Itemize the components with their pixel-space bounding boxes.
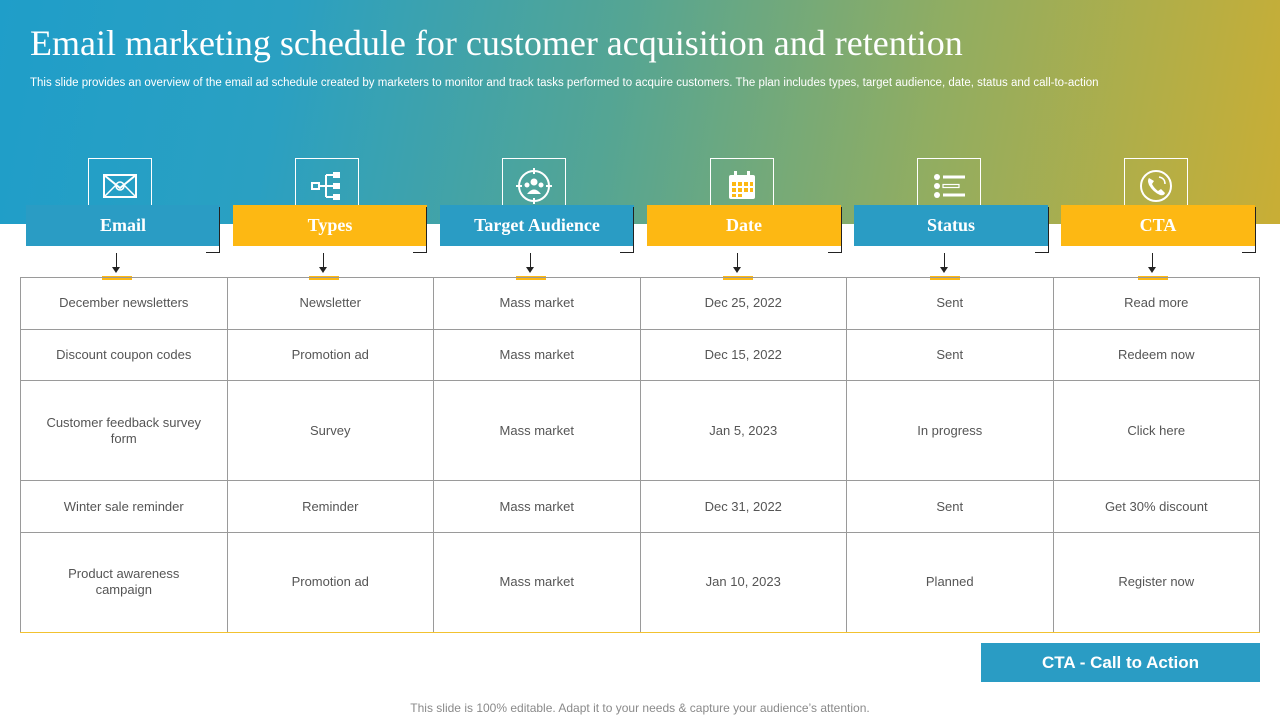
table-row (21, 278, 1260, 330)
table-cell: Survey (227, 381, 434, 481)
column-header-status: Status (854, 205, 1048, 246)
table-cell: Register now (1053, 532, 1260, 632)
table-cell: Promotion ad (227, 329, 434, 381)
table-cell: Product awareness campaign (21, 532, 228, 632)
column-header-target-audience: Target Audience (440, 205, 634, 246)
table-cell: Customer feedback survey form (21, 381, 228, 481)
checklist-icon (929, 166, 969, 206)
table-cell: Get 30% discount (1053, 481, 1260, 533)
table-cell: Reminder (227, 481, 434, 533)
envelope-icon (100, 166, 140, 206)
calendar-icon (722, 166, 762, 206)
table-cell: December newsletters (21, 278, 228, 330)
header-bracket (1242, 207, 1256, 253)
table-cell: Redeem now (1053, 329, 1260, 381)
table-cell: In progress (847, 381, 1054, 481)
table-row (21, 381, 1260, 481)
table-cell: Dec 25, 2022 (640, 278, 847, 330)
column-header-cta: CTA (1061, 205, 1255, 246)
column-header-types: Types (233, 205, 427, 246)
table-cell: Mass market (434, 532, 641, 632)
table-cell: Dec 15, 2022 (640, 329, 847, 381)
arrow-down-icon (944, 253, 945, 269)
table-row (21, 532, 1260, 632)
table-cell: Mass market (434, 381, 641, 481)
header-bracket (828, 207, 842, 253)
audience-target-icon (514, 166, 554, 206)
page-title: Email marketing schedule for customer acquisition and retention (30, 23, 963, 63)
header-bracket (1035, 207, 1049, 253)
table-cell: Mass market (434, 278, 641, 330)
table-cell: Planned (847, 532, 1054, 632)
header-bracket (206, 207, 220, 253)
table-cell: Newsletter (227, 278, 434, 330)
email-schedule-table (20, 277, 1260, 633)
table-cell: Sent (847, 481, 1054, 533)
phone-icon (1136, 166, 1176, 206)
header-bracket (620, 207, 634, 253)
table-cell: Jan 5, 2023 (640, 381, 847, 481)
header-bracket (413, 207, 427, 253)
table-cell: Sent (847, 329, 1054, 381)
column-header-email: Email (26, 205, 220, 246)
table-row (21, 481, 1260, 533)
page-subtitle: This slide provides an overview of the email ad schedule created by marketers to monitor and track tasks performed to acquire customers. The plan includes types, target audience, date, status and call-to-action (30, 77, 1099, 89)
arrow-down-icon (737, 253, 738, 269)
arrow-down-icon (1152, 253, 1153, 269)
table-cell: Mass market (434, 329, 641, 381)
table-cell: Discount coupon codes (21, 329, 228, 381)
table-cell: Sent (847, 278, 1054, 330)
arrow-down-icon (530, 253, 531, 269)
table-cell: Winter sale reminder (21, 481, 228, 533)
table-cell: Promotion ad (227, 532, 434, 632)
arrow-down-icon (323, 253, 324, 269)
arrow-down-icon (116, 253, 117, 269)
column-header-date: Date (647, 205, 841, 246)
table-cell: Read more (1053, 278, 1260, 330)
table-cell: Dec 31, 2022 (640, 481, 847, 533)
footer-note: This slide is 100% editable. Adapt it to your needs & capture your audience’s attention. (410, 701, 870, 715)
table-row (21, 329, 1260, 381)
hierarchy-icon (307, 166, 347, 206)
table-cell: Jan 10, 2023 (640, 532, 847, 632)
table-cell: Mass market (434, 481, 641, 533)
cta-call-to-action-button[interactable]: CTA - Call to Action (981, 643, 1260, 682)
table-cell: Click here (1053, 381, 1260, 481)
